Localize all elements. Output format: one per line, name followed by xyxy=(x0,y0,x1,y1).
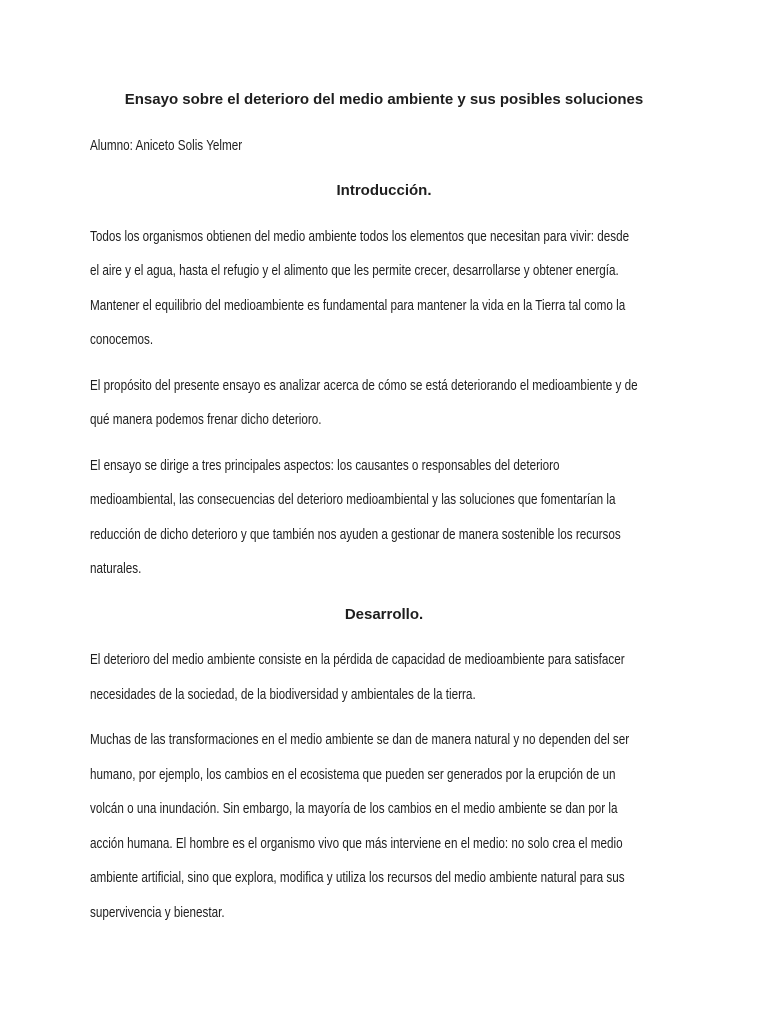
paragraph xyxy=(90,369,678,438)
paragraph-line-text: El ensayo se dirige a tres principales aspectos: los causantes o responsables del deterioro xyxy=(90,456,560,474)
paragraph-line xyxy=(90,758,678,793)
paragraph-line-text: medioambiental, las consecuencias del deterioro medioambiental y las soluciones que fomentarían la xyxy=(90,491,616,508)
paragraph xyxy=(90,643,678,712)
paragraph-line-text: humano, por ejemplo, los cambios en el ecosistema que pueden ser generados por la erupción de un xyxy=(90,765,616,783)
paragraph-line-text: Muchas de las transformaciones en el medio ambiente se dan de manera natural y no dependen del ser xyxy=(90,731,630,748)
paragraph-line xyxy=(90,369,678,404)
paragraph xyxy=(90,220,678,358)
paragraph xyxy=(90,449,678,587)
paragraph-line xyxy=(90,289,678,324)
paragraph-line xyxy=(90,449,678,484)
paragraph-line-text: volcán o una inundación. Sin embargo, la mayoría de los cambios en el medio ambiente se dan por la xyxy=(90,800,618,817)
paragraph-line-text: ambiente artificial, sino que explora, modifica y utiliza los recursos del medio ambiente natural para sus xyxy=(90,869,625,886)
section-heading: Introducción. xyxy=(336,182,432,199)
author-line-text: Alumno: Aniceto Solis Yelmer xyxy=(90,136,243,154)
paragraph-line-text: el aire y el agua, hasta el refugio y el alimento que les permite crecer, desarrollarse y obtener energía. xyxy=(90,262,619,279)
paragraph-line xyxy=(90,323,678,358)
paragraph-line-text: El propósito del presente ensayo es analizar acerca de cómo se está deteriorando el medioambiente y de xyxy=(90,376,638,394)
paragraph-line xyxy=(90,827,678,862)
paragraph-line xyxy=(90,643,678,678)
document-title: Ensayo sobre el deterioro del medio ambiente y sus posibles soluciones xyxy=(124,91,644,108)
paragraph-line xyxy=(90,678,678,713)
paragraph xyxy=(90,723,678,930)
author-line xyxy=(90,129,678,164)
paragraph-line xyxy=(90,483,678,518)
paragraph-line-text: supervivencia y bienestar. xyxy=(90,903,225,921)
paragraph-line xyxy=(90,552,678,587)
paragraph-line xyxy=(90,723,678,758)
paragraph-line xyxy=(90,861,678,896)
paragraph-line-text: Todos los organismos obtienen del medio ambiente todos los elementos que necesitan para vivir: desde xyxy=(90,227,630,245)
paragraph-line-text: El deterioro del medio ambiente consiste en la pérdida de capacidad de medioambiente para satisfacer xyxy=(90,651,625,668)
paragraph-line-text: qué manera podemos frenar dicho deterioro. xyxy=(90,411,322,428)
paragraph-line-text: Mantener el equilibrio del medioambiente es fundamental para mantener la vida en la Tierra tal como la xyxy=(90,296,626,314)
paragraph-line xyxy=(90,254,678,289)
paragraph-line-text: naturales. xyxy=(90,560,142,577)
section-heading: Desarrollo. xyxy=(344,605,424,623)
paragraph-line xyxy=(90,403,678,438)
paragraph-line-text: necesidades de la sociedad, de la biodiversidad y ambientales de la tierra. xyxy=(90,685,476,703)
paragraph-line-text: reducción de dicho deterioro y que también nos ayuden a gestionar de manera sostenible los recursos xyxy=(90,525,621,543)
paragraph-line-text: conocemos. xyxy=(90,331,154,348)
paragraph-line xyxy=(90,220,678,255)
paragraph-line xyxy=(90,896,678,931)
paragraph-line-text: acción humana. El hombre es el organismo vivo que más interviene en el medio: no solo crea el medio xyxy=(90,834,623,852)
document-body xyxy=(90,174,678,930)
paragraph-line xyxy=(90,518,678,553)
paragraph-line xyxy=(90,792,678,827)
